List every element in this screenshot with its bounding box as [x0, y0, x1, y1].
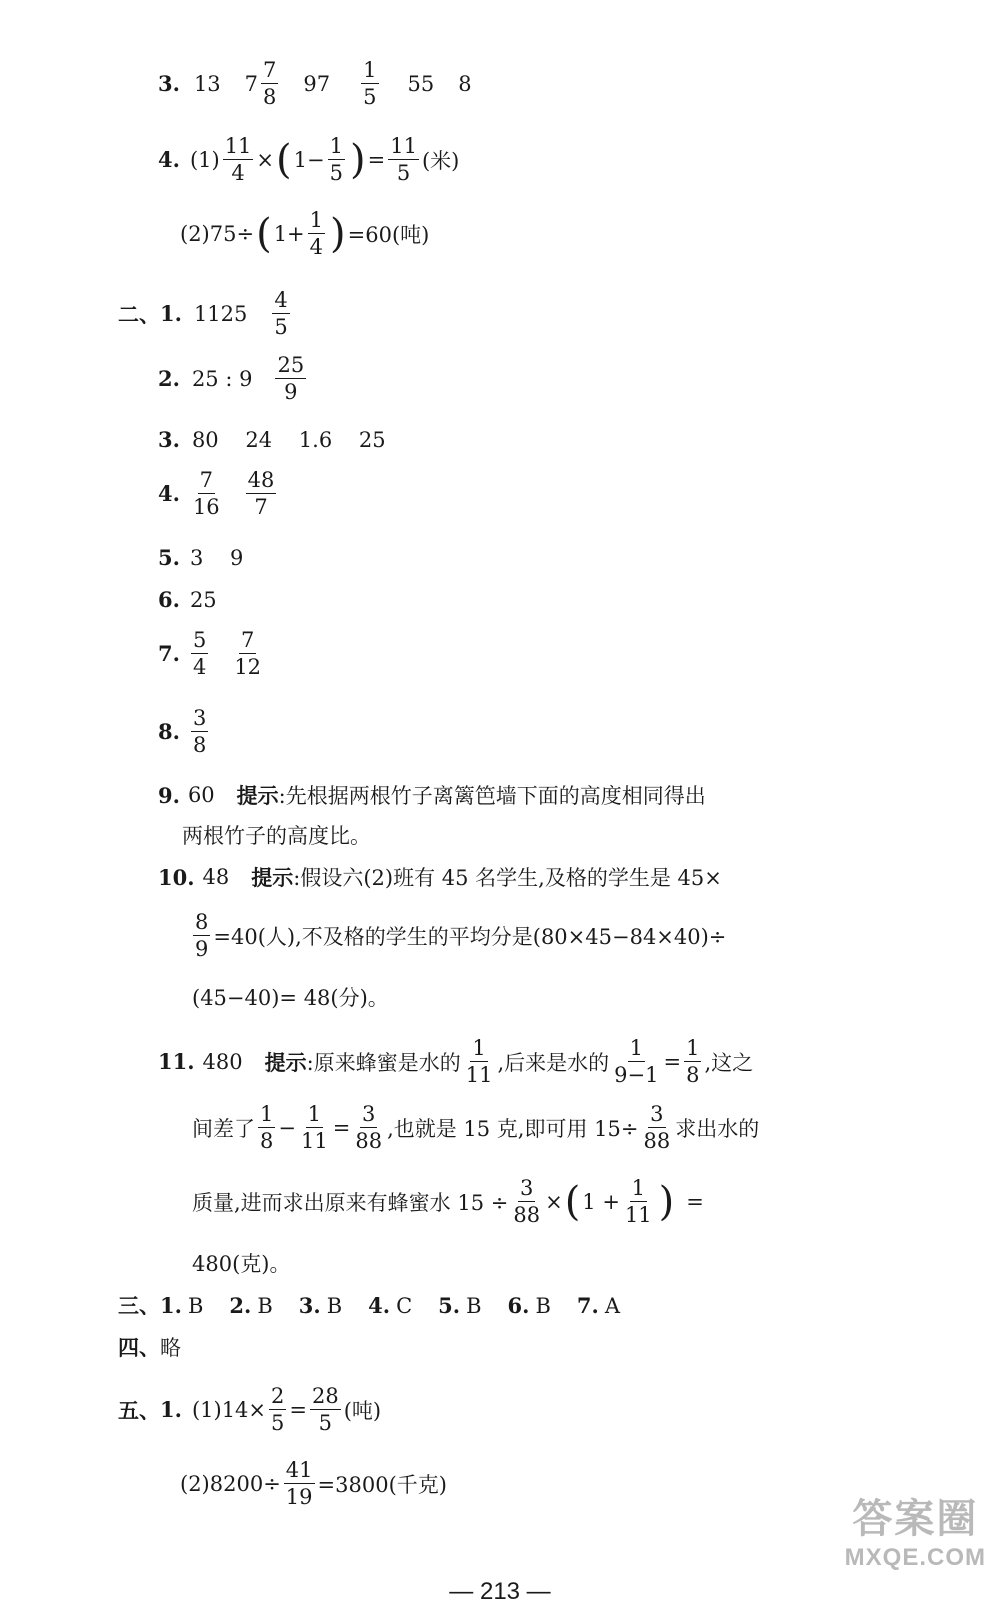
answer-line-2-8	[158, 706, 211, 757]
fraction: $\frac{1}{8}$	[260, 1102, 274, 1154]
value: 略	[160, 1336, 181, 1360]
answer-line-2-10-cont2	[192, 982, 389, 1012]
value: 1125	[193, 301, 248, 326]
paren-open: (	[276, 136, 292, 183]
result: =60(吨)	[347, 222, 430, 247]
value: 48	[202, 865, 230, 889]
hint-text: =40(人),不及格的学生的平均分是(80×45−84×40)÷	[213, 924, 727, 949]
answer-line-2-9-cont	[182, 820, 371, 850]
term: 14×	[221, 1397, 267, 1422]
fraction: $\frac{28}{5}$	[312, 1384, 339, 1436]
choice-answer	[368, 1293, 412, 1318]
answer-line-5-1	[118, 1384, 381, 1435]
answer-line-5-2	[180, 1458, 447, 1509]
fraction: $\frac{1}{9-1}$	[614, 1036, 659, 1088]
q-number: 7.	[576, 1292, 599, 1318]
hint-text: :先根据两根竹子离篱笆墙下面的高度相同得出	[278, 784, 706, 808]
answer-line-2-7	[158, 628, 266, 679]
term: 1 +	[582, 1189, 620, 1214]
fraction: $\frac{11}{5}$	[390, 134, 417, 186]
fraction: $\frac{1}{4}$	[309, 208, 324, 260]
answer-line-2-11	[158, 1036, 753, 1087]
fraction: $\frac{25}{9}$	[277, 353, 305, 405]
answer-line-2-4	[158, 468, 279, 519]
section-label: 四、	[118, 1335, 160, 1360]
value: 80 24 1.6 25	[191, 427, 386, 452]
unit: (米)	[421, 148, 460, 173]
fraction: $\frac{1}{8}$	[686, 1036, 700, 1088]
hint-label: 提示	[236, 783, 279, 808]
hint-text: 两根竹子的高度比。	[182, 824, 371, 848]
watermark-logo	[845, 1487, 986, 1572]
choice-letter: C	[396, 1293, 413, 1318]
hint-text: (45−40)= 48(分)。	[192, 986, 389, 1010]
q-number: 7.	[158, 641, 180, 667]
choice-letter: B	[466, 1293, 482, 1318]
fraction: $\frac{8}{9}$	[195, 910, 209, 962]
value: 3 9	[189, 545, 244, 570]
term: 75÷	[209, 221, 255, 246]
q-number: 9.	[158, 782, 180, 808]
q-number: 6.	[158, 587, 180, 612]
value: 60	[187, 783, 215, 807]
value: 55	[407, 71, 435, 96]
answer-line-2-11-cont3	[192, 1248, 290, 1278]
mixed-whole: 7	[244, 71, 259, 96]
operator: =	[663, 1049, 682, 1074]
q-number: 11.	[158, 1049, 195, 1075]
fraction: $\frac{7}{16}$	[192, 468, 220, 520]
choice-letter: B	[257, 1293, 273, 1318]
hint-text: 求出水的	[675, 1116, 760, 1141]
choice-answer	[160, 1293, 203, 1318]
q-number: 2.	[158, 366, 180, 392]
answer-line-2-11-cont2	[192, 1176, 704, 1227]
unit: (吨)	[343, 1398, 382, 1423]
operator: =	[289, 1397, 307, 1422]
answer-line-2-10	[158, 862, 722, 892]
choice-letter: A	[604, 1293, 620, 1318]
answer-line-2-5	[158, 545, 243, 570]
q-number: 8.	[158, 719, 180, 745]
part-label: (1)	[189, 147, 220, 172]
part-label: (1)	[191, 1397, 222, 1422]
hint-text: :原来蜂蜜是水的	[306, 1050, 461, 1075]
value: 25 : 9	[191, 366, 253, 391]
fraction: $\frac{7}{8}$	[263, 58, 277, 110]
answer-line-2-2	[158, 353, 309, 404]
hint-text: ,后来是水的	[497, 1050, 610, 1075]
page-number: — 213 —	[449, 1578, 551, 1605]
q-number: 5.	[438, 1292, 461, 1318]
hint-text: 质量,进而求出原来有蜂蜜水 15 ÷	[192, 1190, 509, 1215]
answer-line-4-2	[180, 208, 429, 259]
answer-line-4	[118, 1332, 181, 1362]
hint-text: ,这之	[704, 1050, 754, 1075]
q-number: 1.	[160, 1292, 182, 1318]
operator: =	[367, 147, 386, 172]
watermark-text: 答案圈	[852, 1497, 979, 1541]
hint-text: 480(克)。	[192, 1252, 291, 1276]
operator: ×	[256, 147, 275, 172]
section-label: 二、	[118, 301, 160, 327]
choice-answer	[299, 1293, 342, 1318]
operator: −	[278, 1115, 296, 1140]
term: 8200÷	[209, 1471, 281, 1496]
hint-text: :假设六(2)班有 45 名学生,及格的学生是 45×	[293, 866, 722, 890]
q-number: 1.	[160, 301, 182, 327]
q-number: 4.	[158, 147, 180, 173]
hint-label: 提示	[264, 1049, 307, 1075]
paren-close: )	[330, 210, 346, 257]
watermark-url: MXQE.COM	[844, 1544, 986, 1571]
q-number: 3.	[158, 427, 180, 452]
fraction: $\frac{1}{11}$	[300, 1102, 328, 1154]
fraction: $\frac{3}{8}$	[192, 706, 207, 758]
result: =3800(千克)	[317, 1472, 447, 1497]
fraction: $\frac{4}{5}$	[274, 288, 288, 340]
fraction: $\frac{3}{88}$	[513, 1176, 541, 1228]
hint-text: ,也就是 15 克,即可用 15÷	[387, 1116, 639, 1141]
fraction: $\frac{1}{11}$	[465, 1036, 493, 1088]
hint-label: 提示	[251, 865, 294, 890]
answer-line-3	[118, 1290, 646, 1320]
q-number: 6.	[507, 1292, 530, 1318]
q-number: 3.	[158, 71, 180, 97]
value: 97	[303, 71, 331, 96]
answer-line-2-9	[158, 780, 706, 810]
choice-letter: B	[326, 1293, 343, 1318]
q-number: 10.	[158, 864, 195, 890]
fraction: $\frac{5}{4}$	[192, 628, 207, 680]
part-label: (2)	[180, 221, 210, 246]
answer-line-4-1	[158, 134, 459, 185]
hint-text: 间差了	[192, 1116, 255, 1141]
choice-answer	[229, 1293, 272, 1318]
value: 480	[202, 1049, 243, 1074]
paren-close: )	[349, 136, 366, 183]
operator: ×	[545, 1189, 563, 1214]
choice-answer	[577, 1293, 620, 1318]
paren-open: (	[256, 210, 272, 257]
q-number: 3.	[298, 1292, 321, 1318]
fraction: $\frac{1}{11}$	[624, 1176, 652, 1228]
answer-line-2-1	[118, 288, 293, 339]
answer-line-2-6	[158, 587, 217, 612]
answer-line-2-11-cont	[192, 1102, 759, 1153]
fraction: $\frac{3}{88}$	[643, 1102, 671, 1154]
section-label: 五、	[118, 1397, 160, 1423]
operator: =	[686, 1189, 704, 1214]
answer-line-2-3	[158, 427, 386, 452]
fraction: $\frac{7}{12}$	[234, 628, 262, 680]
q-number: 4.	[158, 481, 180, 507]
fraction: $\frac{48}{7}$	[247, 468, 275, 520]
paren-open: (	[564, 1178, 581, 1225]
q-number: 4.	[368, 1292, 391, 1318]
q-number: 2.	[229, 1292, 252, 1318]
value: 8	[458, 71, 472, 96]
fraction: $\frac{11}{4}$	[224, 134, 252, 186]
fraction: $\frac{1}{5}$	[363, 58, 377, 110]
choice-letter: B	[187, 1293, 204, 1318]
choice-letter: B	[535, 1293, 551, 1318]
fraction: $\frac{41}{19}$	[285, 1458, 313, 1510]
operator: =	[332, 1115, 351, 1140]
section-label: 三、	[118, 1293, 160, 1318]
choice-answer	[438, 1293, 481, 1318]
term: 1+	[273, 221, 305, 246]
value: 25	[189, 587, 217, 612]
fraction: $\frac{3}{88}$	[355, 1102, 383, 1154]
part-label: (2)	[180, 1471, 210, 1496]
choice-answer	[508, 1293, 551, 1318]
term: 1−	[293, 147, 325, 172]
fraction: $\frac{2}{5}$	[271, 1384, 285, 1436]
choice-answers	[160, 1293, 646, 1318]
value: 13	[193, 71, 221, 96]
q-number: 5.	[158, 545, 180, 570]
paren-close: )	[658, 1178, 675, 1225]
q-number: 1.	[160, 1397, 182, 1423]
fraction: $\frac{1}{5}$	[329, 134, 343, 186]
answer-line-3	[158, 58, 472, 109]
answer-line-2-10-cont	[190, 910, 726, 961]
